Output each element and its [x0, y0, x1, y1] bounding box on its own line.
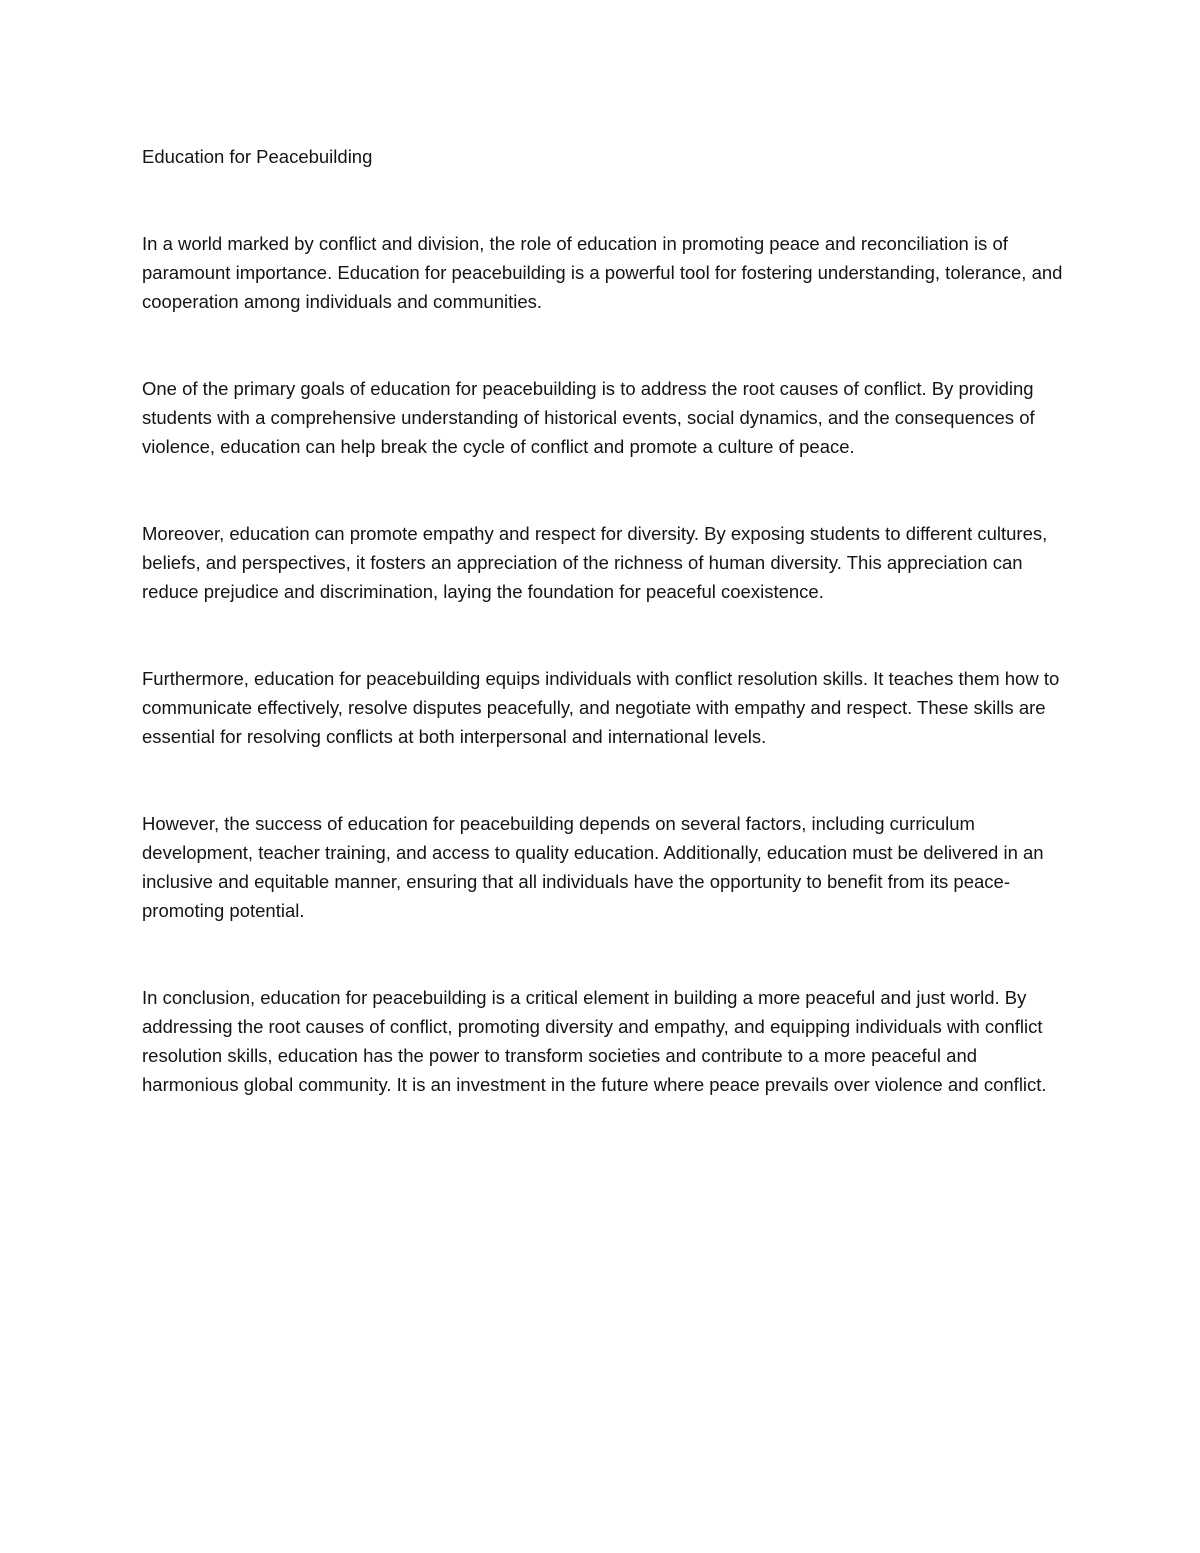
spacer — [142, 751, 1072, 809]
paragraph-intro: In a world marked by conflict and division, the role of education in promoting peace and reconciliation is of paramount importance. Education for peacebuilding is a powerful tool for fostering understanding, tolerance, and cooperation among individuals and communities. — [142, 233, 1063, 312]
document-title: Education for Peacebuilding — [142, 146, 373, 167]
spacer — [142, 925, 1072, 983]
spacer — [142, 171, 1072, 229]
spacer — [142, 461, 1072, 519]
paragraph-root-causes: One of the primary goals of education for peacebuilding is to address the root causes of conflict. By providing students with a comprehensive understanding of historical events, social dynamics, and the consequences of violence, education can help break the cycle of conflict and promote a culture of peace. — [142, 378, 1035, 457]
paragraph-empathy-diversity: Moreover, education can promote empathy and respect for diversity. By exposing students to different cultures, beliefs, and perspectives, it fosters an appreciation of the richness of human diversity. This appreciation can reduce prejudice and discrimination, laying the foundation for peaceful coexistence. — [142, 523, 1048, 602]
paragraph-conclusion: In conclusion, education for peacebuilding is a critical element in building a more peaceful and just world. By addressing the root causes of conflict, promoting diversity and empathy, and equipping individuals with conflict resolution skills, education has the power to transform societies and contribute to a more peaceful and harmonious global community. It is an investment in the future where peace prevails over violence and conflict. — [142, 987, 1047, 1095]
paragraph-conflict-resolution: Furthermore, education for peacebuilding equips individuals with conflict resolution skills. It teaches them how to communicate effectively, resolve disputes peacefully, and negotiate with empathy and respect. These skills are essential for resolving conflicts at both interpersonal and international levels. — [142, 668, 1060, 747]
spacer — [142, 606, 1072, 664]
paragraph-success-factors: However, the success of education for peacebuilding depends on several factors, including curriculum development, teacher training, and access to quality education. Additionally, education must be delivered in an inclusive and equitable manner, ensuring that all individuals have the opportunity to benefit from its peace-promoting potential. — [142, 813, 1044, 921]
spacer — [142, 316, 1072, 374]
document-body — [142, 142, 1072, 1099]
